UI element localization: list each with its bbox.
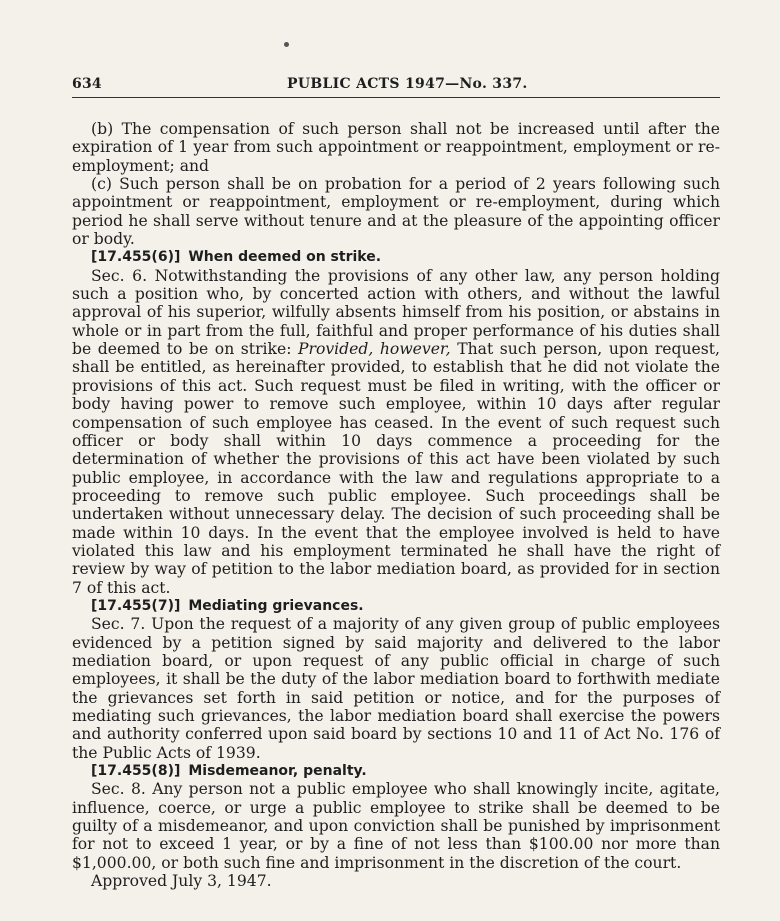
section-8-number: [17.455(8)] — [91, 763, 181, 780]
section-8-text: Sec. 8. Any person not a public employee who shall knowingly incite, agitate, influence, coerce, or urge a public employee to strike shall be deemed to be guilty of a misdemeanor, and upon conviction shall be punished by imprisonment for not to exceed 1 year, or by a fine of not less than $100.00 nor more than $1,000.00, or both such fine and imprisonment in the discretion of the court. — [72, 780, 720, 872]
section-6-heading — [72, 248, 720, 266]
section-6-text — [72, 267, 720, 597]
section-6-number: [17.455(6)] — [91, 249, 181, 266]
page-body — [72, 120, 720, 890]
section-6-title: When deemed on strike. — [188, 249, 382, 266]
section-6-proviso: Provided, however, — [298, 340, 451, 359]
section-6-text-b: That such person, upon request, shall be entitled, as hereinafter provided, to establish that he did not violate the provisions of this act. Such request must be filed in writing, with the officer or body having power to remove such employee, within 10 days after regular compensation of such employee has ceased. In the event of such request such officer or body shall within 10 days commence a proceeding for the determination of whether the provisions of this act have been violated by such public employee, in accordance with the law and regulations appropriate to a proceeding to remove such public employee. Such proceedings shall be undertaken without unnecessary delay. The decision of such proceeding shall be made within 10 days. In the event that the employee involved is held to have violated this law and his employment terminated he shall have the right of review by way of petition to the labor mediation board, as provided for in section 7 of this act. — [72, 340, 721, 597]
ink-speck — [284, 42, 289, 47]
paragraph-c: (c) Such person shall be on probation for a period of 2 years following such appointment or reappointment, employment or re-employment, during which period he shall serve without tenure and at the pleasure of the appointing officer or body. — [72, 175, 720, 249]
page-header — [72, 76, 720, 96]
paragraph-b: (b) The compensation of such person shall not be increased until after the expiration of 1 year from such appointment or reappointment, employment or re-employment; and — [72, 120, 720, 175]
header-rule — [72, 97, 720, 98]
running-head: PUBLIC ACTS 1947—No. 337. — [287, 76, 528, 92]
section-6-text-a: Sec. 6. Notwithstanding the provisions of any other law, any person holding such a position who, by concerted action with others, and without the lawful approval of his superior, wilfully absents himself from his position, or abstains in whole or in part from the full, faithful and proper performance of his duties shall be deemed to be on strike: — [72, 266, 720, 359]
section-7-heading — [72, 597, 720, 615]
section-7-title: Mediating grievances. — [188, 597, 364, 614]
section-8-heading — [72, 762, 720, 780]
section-7-text: Sec. 7. Upon the request of a majority of any given group of public employees evidenced by a petition signed by said majority and delivered to the labor mediation board, or upon request of any public official in charge of such employees, it shall be the duty of the labor mediation board to forthwith mediate the grievances set forth in said petition or notice, and for the purposes of mediating such grievances, the labor mediation board shall exercise the powers and authority conferred upon said board by sections 10 and 11 of Act No. 176 of the Public Acts of 1939. — [72, 615, 720, 762]
section-7-number: [17.455(7)] — [91, 597, 181, 614]
section-8-title: Misdemeanor, penalty. — [188, 763, 367, 780]
approval-line: Approved July 3, 1947. — [91, 872, 272, 891]
page-number: 634 — [72, 76, 102, 92]
